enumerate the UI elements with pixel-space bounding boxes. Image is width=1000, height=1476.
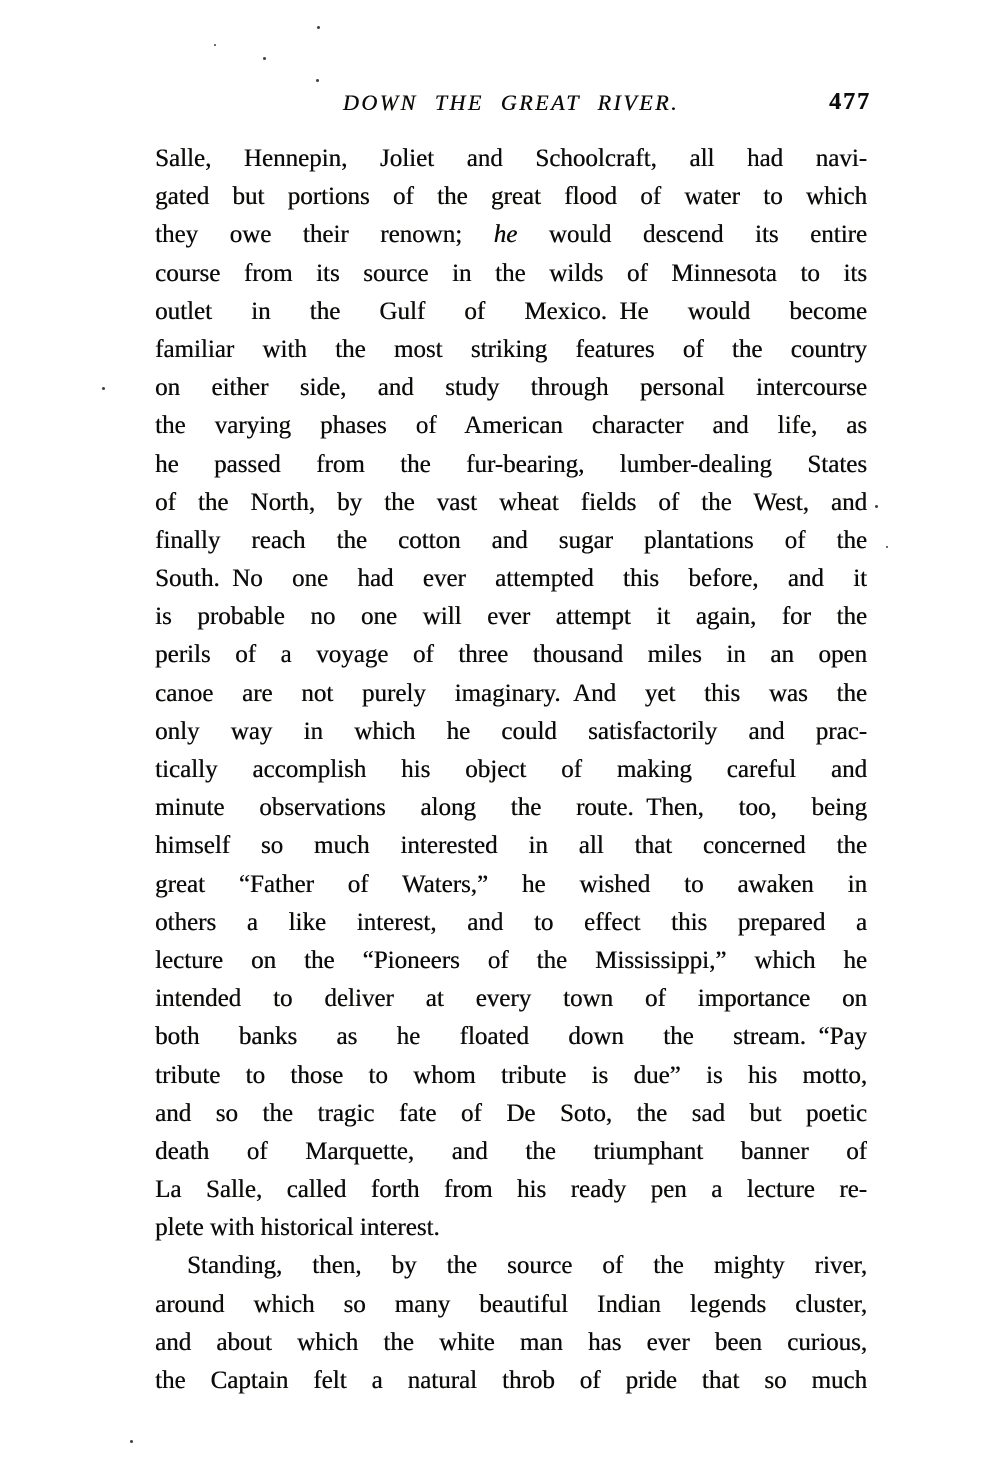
running-title: DOWN THE GREAT RIVER. (342, 90, 680, 115)
text-line: the Captain felt a natural throb of pride that so much (155, 1367, 867, 1394)
text-line: great “Father of Waters,” he wished to awaken in (155, 870, 867, 898)
text-line: only way in which he could satisfactorily and prac- (155, 717, 867, 745)
text-line: South. No one had ever attempted this before, and it (155, 565, 867, 593)
text-line: finally reach the cotton and sugar plantations of the (155, 526, 867, 554)
text-line: tribute to those to whom tribute is due” is his motto, (155, 1061, 867, 1089)
text-line: course from its source in the wilds of Minnesota to its (155, 259, 867, 287)
text-line: of the North, by the vast wheat fields of the West, and (155, 488, 867, 516)
italic-text: he (493, 221, 518, 249)
text-line: familiar with the most striking features of the country (155, 335, 867, 363)
scan-speck (316, 79, 319, 82)
text-line: plete with historical interest. (155, 1214, 440, 1242)
text-line: and so the tragic fate of De Soto, the sad but poetic (155, 1099, 867, 1127)
paragraph (155, 1247, 867, 1400)
text-line: both banks as he floated down the stream. “Pay (155, 1023, 867, 1051)
text-line: around which so many beautiful Indian legends cluster, (155, 1290, 867, 1318)
text-line: outlet in the Gulf of Mexico. He would become (155, 297, 867, 325)
page-number: 477 (829, 89, 871, 115)
scan-speck (317, 26, 320, 29)
text-line: intended to deliver at every town of importance on (155, 985, 867, 1013)
scan-speck (263, 57, 266, 60)
text-line: canoe are not purely imaginary. And yet this was the (155, 679, 867, 707)
text-line: gated but portions of the great flood of water to which (155, 183, 867, 211)
text-line: Salle, Hennepin, Joliet and Schoolcraft, all had navi- (155, 145, 867, 172)
scan-speck (875, 505, 878, 508)
page-header (155, 89, 871, 122)
scan-speck (214, 44, 216, 46)
text-line: others a like interest, and to effect this prepared a (155, 908, 867, 936)
text-line: tically accomplish his object of making careful and (155, 756, 867, 783)
scan-speck (102, 387, 105, 390)
text-line: lecture on the “Pioneers of the Mississippi,” which he (155, 946, 867, 974)
text-line: death of Marquette, and the triumphant banner of (155, 1137, 867, 1165)
paragraph (155, 140, 867, 1247)
text-line: perils of a voyage of three thousand miles in an open (155, 641, 867, 669)
scan-speck (130, 1440, 133, 1443)
text-line: they owe their renown; he would descend its entire (155, 221, 867, 249)
text-line: La Salle, called forth from his ready pen a lecture re- (155, 1176, 867, 1204)
text-line: on either side, and study through personal intercourse (155, 374, 867, 402)
text-line: himself so much interested in all that concerned the (155, 832, 867, 860)
text-line: Standing, then, by the source of the mighty river, (187, 1252, 867, 1280)
text-line: is probable no one will ever attempt it again, for the (155, 603, 867, 631)
text-line: the varying phases of American character and life, as (155, 412, 867, 440)
text-line: and about which the white man has ever been curious, (155, 1328, 867, 1356)
scan-speck (886, 546, 888, 548)
text-line: minute observations along the route. Then, too, being (155, 794, 867, 822)
text-line: he passed from the fur-bearing, lumber-dealing States (155, 450, 867, 478)
page-body (155, 140, 867, 1400)
